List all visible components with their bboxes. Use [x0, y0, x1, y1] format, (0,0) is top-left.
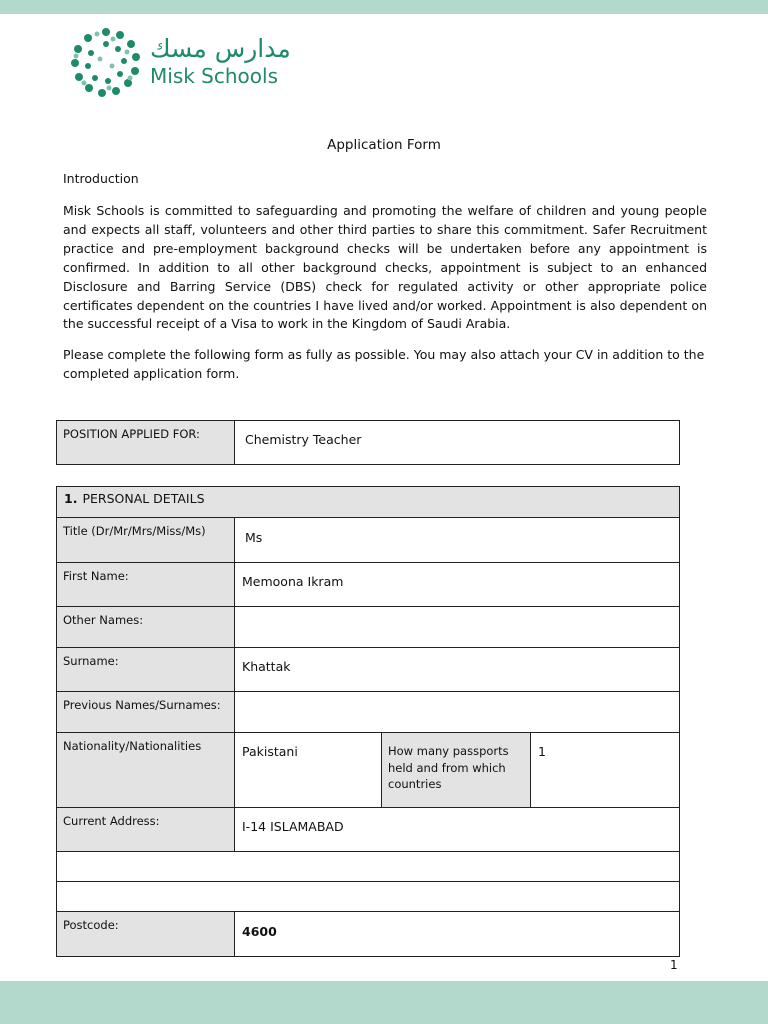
logo-arabic-text: مدارس مسك: [150, 34, 291, 63]
first-name-field[interactable]: Memoona Ikram: [235, 563, 680, 607]
passports-label: How many passports held and from which countries: [382, 733, 531, 808]
first-name-label: First Name:: [57, 563, 235, 607]
position-table: [56, 420, 680, 465]
intro-paragraph: Misk Schools is committed to safeguarding and promoting the welfare of children and young people and expects all staff, volunteers and other third parties to share this commitment. Safer Recruitment practice and pre-employment background checks will be undertaken before any appointment is confirmed. In addition to all other background checks, appointment is subject to an enhanced Disclosure and Barring Service (DBS) check for regulated activity or other appropriate police certificates dependent on the countries I have lived and/or worked. Appointment is also dependent on the successful receipt of a Visa to work in the Kingdom of Saudi Arabia.: [63, 203, 707, 332]
position-label: POSITION APPLIED FOR:: [57, 421, 235, 465]
title-label: Title (Dr/Mr/Mrs/Miss/Ms): [57, 518, 235, 563]
page-number: 1: [670, 958, 678, 972]
other-names-label: Other Names:: [57, 607, 235, 648]
address-label: Current Address:: [57, 808, 235, 852]
nationality-label: Nationality/Nationalities: [57, 733, 235, 808]
title-field[interactable]: Ms: [235, 518, 680, 563]
previous-names-label: Previous Names/Surnames:: [57, 692, 235, 733]
previous-names-field[interactable]: [235, 692, 680, 733]
postcode-field[interactable]: 4600: [235, 912, 680, 957]
nationality-field[interactable]: Pakistani: [235, 733, 382, 808]
top-accent-band: [0, 0, 768, 14]
personal-details-table: [56, 486, 680, 957]
misk-schools-logo: [70, 26, 300, 100]
surname-label: Surname:: [57, 648, 235, 692]
address-line-3-field[interactable]: [57, 882, 680, 912]
address-field[interactable]: I-14 ISLAMABAD: [235, 808, 680, 852]
form-title: Application Form: [327, 137, 441, 153]
postcode-label: Postcode:: [57, 912, 235, 957]
address-line-2-field[interactable]: [57, 852, 680, 882]
bottom-accent-band: [0, 981, 768, 1024]
passports-field[interactable]: 1: [531, 733, 680, 808]
surname-field[interactable]: Khattak: [235, 648, 680, 692]
section-title: PERSONAL DETAILS: [82, 491, 205, 506]
intro-heading: Introduction: [63, 171, 139, 186]
personal-details-header: [57, 487, 680, 518]
instructions-paragraph: Please complete the following form as fully as possible. You may also attach your CV in addition to the completed application form.: [63, 347, 705, 381]
section-number: 1.: [64, 491, 78, 506]
logo-english-text: Misk Schools: [150, 64, 278, 88]
logo-emblem-icon: [70, 26, 142, 100]
position-field[interactable]: Chemistry Teacher: [235, 421, 680, 465]
other-names-field[interactable]: [235, 607, 680, 648]
